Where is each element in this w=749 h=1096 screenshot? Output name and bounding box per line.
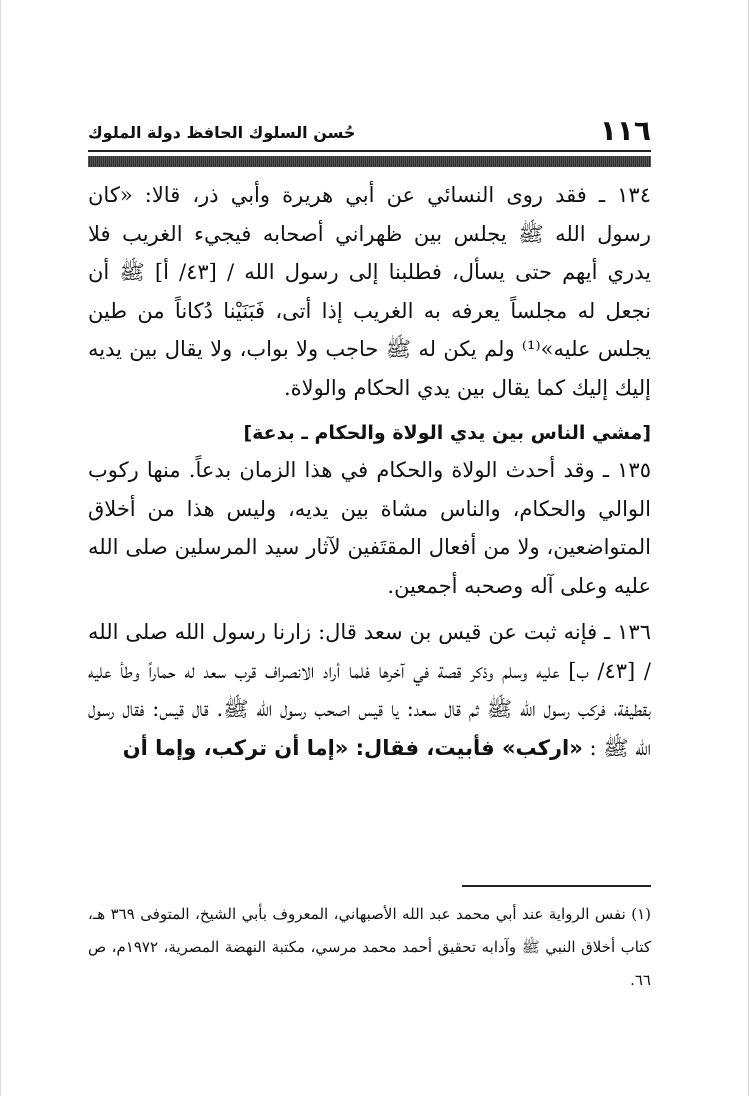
section-heading: [مشي الناس بين يدي الولاة والحكام ـ بدعة] [243, 422, 651, 444]
footnotes [88, 898, 651, 997]
paragraph-134: ١٣٤ ـ فقد روى النسائي عن أبي هريرة وأبي ذر، قالا: «كان رسول الله ﷺ يجلس بين ظهراني أصحابه فيجيء الغريب فلا يدري أيهم حتى يسأل، فطلبنا إلى رسول الله / [٤٣/ أ] ﷺ أن نجعل له مجلساً يعرفه به الغريب إذا أتى، فَبَنَيْنا دُكاناً من طين يجلس عليه»⁽¹⁾ ولم يكن له ﷺ حاجب ولا بواب، ولا يقال بين يديه إليك إليك كما يقال بين يدي الحكام والولاة. [88, 183, 651, 400]
running-title: حُسن السلوك الحافظ دولة الملوك [88, 123, 356, 142]
header-rule [88, 150, 651, 152]
main-text [88, 176, 651, 767]
footnote-separator [462, 885, 651, 887]
paragraph-136 [88, 613, 651, 767]
paragraph-135: ١٣٥ ـ وقد أحدث الولاة والحكام في هذا الزمان بدعاً. منها ركوب الوالي والحكام، والناس مشاة بين يديه، وليس هذا من أخلاق المتواضعين، ولا من أفعال المقتَفين لآثار سيد المرسلين صلى الله عليه وعلى آله وصحبه أجمعين. [88, 458, 651, 598]
paragraph-136-quote: «اركب» فأبيت، فقال: «إما أن تركب، وإما أن [122, 735, 583, 760]
page-edge-left [0, 0, 1, 1096]
page-header [88, 114, 651, 147]
header-band [88, 156, 651, 167]
paragraph-136-text: ١٣٦ ـ فإنه ثبت عن قيس بن سعد قال: زارنا رسول الله صلى الله / [٤٣/ ب] عليه وسلم وذكر قصة في آخرها فلما أراد الانصراف قرب سعد له حماراً وطأ عليه بقطيفة، فركب رسول الله ﷺ ثم قال سعد: يا قيس اصحب رسول الله ﷺ. قال قيس: فقال رسول الله ﷺ : [88, 620, 651, 760]
page-number: ١١٦ [599, 114, 651, 147]
footnote-1: (١) نفس الرواية عند أبي محمد عبد الله الأصبهاني، المعروف بأبي الشيخ، المتوفى ٣٦٩ هـ، كتاب أخلاق النبي ﷺ وآدابه تحقيق أحمد محمد مرسي، مكتبة النهضة المصرية، ١٩٧٢م، ص ٦٦. [88, 905, 651, 989]
